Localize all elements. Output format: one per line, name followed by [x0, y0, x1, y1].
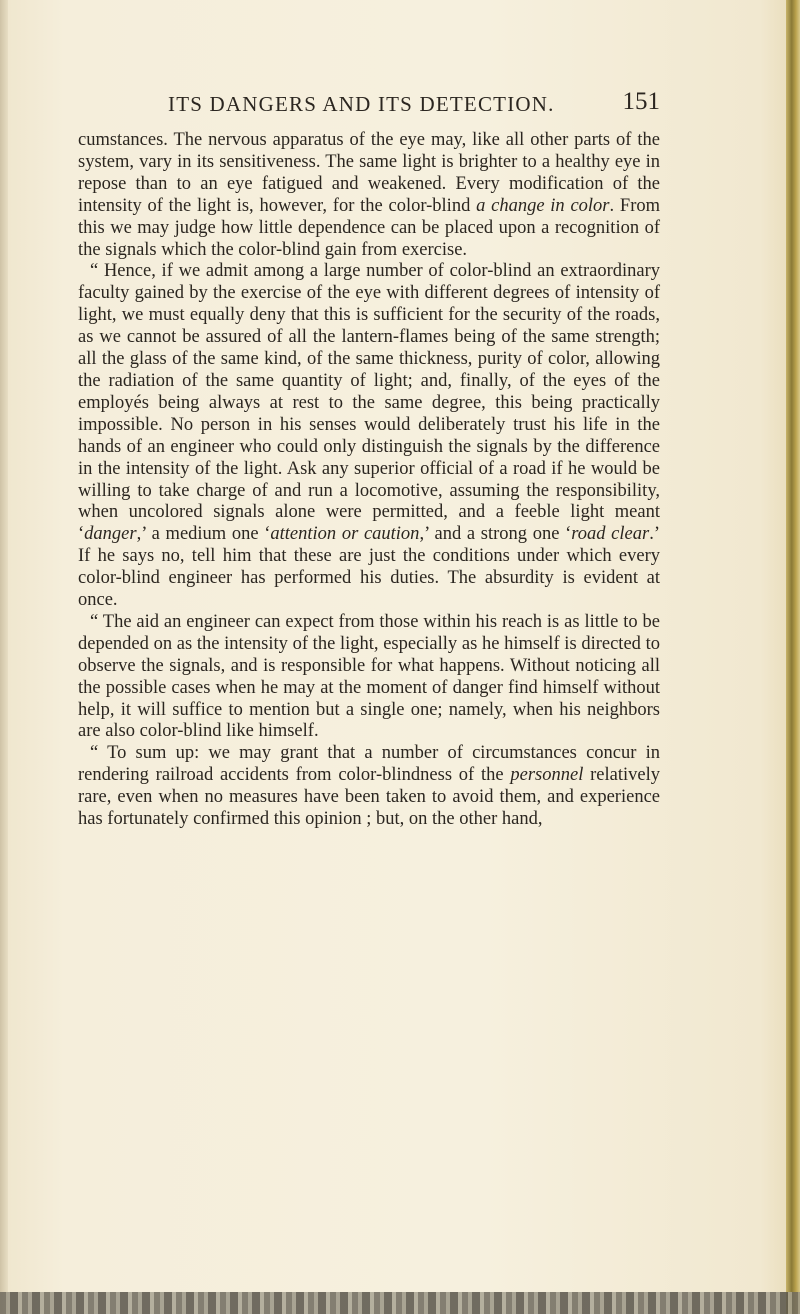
paragraph [78, 743, 660, 831]
scan-bottom-edge [0, 1292, 800, 1314]
text-span: . From this we may judge how little dependence can be placed upon a recognition of the signals which the color-blind gain from exercise. [78, 195, 660, 260]
text-span: .’ If he says no, tell him that these are just the conditions under which every color-blind engineer has performed his duties. The absurdity is evident at once. [78, 524, 660, 611]
page-left-edge [0, 0, 8, 1314]
text-body [78, 130, 660, 831]
text-span: ,’ and a strong one ‘ [419, 524, 572, 545]
italic-span: personnel [510, 765, 584, 786]
paragraph [78, 130, 660, 261]
text-span: relatively rare, even when no measures have been taken to avoid them, and experience has fortunately confirmed this opinion ; but, on the other hand, [78, 765, 660, 830]
paragraph [78, 612, 660, 743]
text-span: “ The aid an engineer can expect from those within his reach is as little to be depended on as the intensity of the light, especially as he himself is directed to observe the signals, and is responsible for what happens. Without noticing all the possible cases when he may at the moment of danger find himself without help, it will suffice to mention but a single one; namely, when his neighbors are also color-blind like himself. [78, 611, 660, 742]
page-header [80, 88, 660, 122]
text-span: “ To sum up: we may grant that a number of circumstances concur in rendering railroad accidents from color-blindness of the [78, 743, 660, 786]
running-title: ITS DANGERS AND ITS DETECTION. [168, 92, 555, 116]
text-span: “ Hence, if we admit among a large number of color-blind an extraordinary faculty gained by the exercise of the eye with different degrees of intensity of light, we must equally deny that this is sufficient for the security of the roads, as we cannot be assured of all the lantern-flames being of the same strength; all the glass of the same kind, of the same thickness, purity of color, allowing the radiation of the same quantity of light; and, finally, of the eyes of the employés being always at rest to the same degree, this being practically impossible. No person in his senses would deliberately trust his life in the hands of an engineer who could only distinguish the signals by the difference in the intensity of the light. Ask any superior official of a road if he would be willing to take charge of and run a locomotive, assuming the responsibility, when uncolored signals alone were permitted, and a feeble light meant ‘ [78, 261, 660, 545]
page-number: 151 [622, 88, 660, 115]
italic-span: danger [84, 524, 137, 545]
text-span: ,’ a medium one ‘ [136, 524, 271, 545]
italic-span: road clear [571, 524, 650, 545]
italic-span: a change in color [476, 195, 610, 216]
text-span: cumstances. The nervous apparatus of the eye may, like all other parts of the system, vary in its sensitiveness. The same light is brighter to a healthy eye in repose than to an eye fatigued and weakened. Every modification of the intensity of the light is, however, for the color-blind [78, 130, 660, 216]
paragraph [78, 261, 660, 612]
italic-span: attention or caution [270, 524, 420, 545]
page-right-edge [786, 0, 800, 1314]
